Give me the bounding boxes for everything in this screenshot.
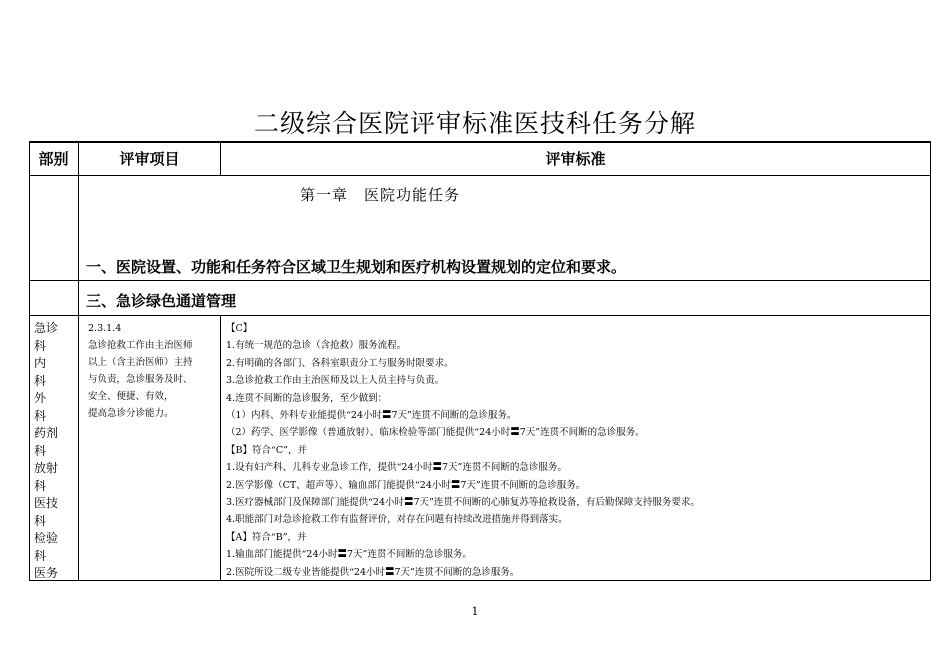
table-right-border: [930, 141, 931, 581]
standard-line: 【B】符合“C”，并: [226, 444, 307, 456]
review-item: [88, 320, 216, 422]
standard-line: 1.设有妇产科、儿科专业急诊工作，提供“24小时〓7天”连贯不间断的急诊服务。: [226, 462, 567, 474]
department-line: 放射: [34, 461, 59, 475]
header-review-standard: 评审标准: [545, 150, 606, 168]
column-divider-1: [78, 141, 79, 581]
review-standard: [226, 320, 926, 581]
standard-line: 1.输血部门能提供“24小时〓7天”连贯不间断的急诊服务。: [226, 549, 472, 561]
standard-line: （2）药学、医学影像（普通放射）、临床检验等部门能提供“24小时〓7天”连贯不间断的急诊服务。: [226, 427, 645, 439]
standard-line: 1.有统一规范的急诊（含抢救）服务流程。: [226, 340, 407, 352]
review-item-line: 急诊抢救工作由主治医师: [88, 340, 193, 351]
table-left-border: [29, 141, 30, 581]
review-item-line: 以上（含主治医师）主持: [88, 357, 193, 368]
section-row-border: [29, 315, 931, 316]
department-line: 科: [34, 338, 47, 353]
standard-line: 2.医学影像（CT、超声等）、输血部门能提供“24小时〓7天”连贯不间断的急诊服务。: [226, 479, 586, 491]
department-line: 科: [34, 513, 47, 528]
column-divider-2-body: [220, 315, 221, 581]
review-item-line: 与负责，急诊服务及时、: [88, 374, 193, 385]
header-bottom-border: [29, 175, 931, 176]
department-line: 急诊: [34, 321, 59, 335]
standard-line: （1）内科、外科专业能提供“24小时〓7天”连贯不间断的急诊服务。: [226, 410, 517, 422]
section-heading-2: 三、急诊绿色通道管理: [86, 292, 237, 310]
standard-line: 【C】: [226, 323, 253, 334]
standard-line: 2.医院所设二级专业皆能提供“24小时〓7天”连贯不间断的急诊服务。: [226, 566, 520, 578]
department-line: 医务: [34, 566, 59, 580]
chapter-title: 第一章 医院功能任务: [300, 186, 461, 204]
review-item-line: 安全、便捷、有效，: [88, 391, 174, 402]
department-line: 科: [34, 443, 47, 458]
standard-line: 【A】符合“B”，并: [226, 531, 307, 543]
page-number: 1: [471, 605, 479, 618]
department-list: [34, 320, 74, 583]
chapter-row-border: [29, 280, 931, 281]
department-line: 科: [34, 408, 47, 423]
header-review-item: 评审项目: [119, 150, 180, 168]
review-item-line: 2.3.1.4: [88, 323, 122, 334]
page-title: 二级综合医院评审标准医技科任务分解: [253, 109, 696, 138]
department-line: 医技: [34, 496, 59, 510]
department-line: 外: [34, 391, 47, 405]
department-line: 科: [34, 548, 47, 563]
department-line: 科: [34, 373, 47, 388]
section-heading-1: 一、医院设置、功能和任务符合区域卫生规划和医疗机构设置规划的定位和要求。: [86, 258, 627, 276]
department-line: 内: [34, 356, 47, 370]
department-line: 检验: [34, 531, 59, 545]
standard-line: 3.急诊抢救工作由主治医师及以上人员主持与负责。: [226, 375, 445, 387]
standard-line: 4.职能部门对急诊抢救工作有监督评价，对存在问题有持续改进措施并得到落实。: [226, 514, 568, 526]
department-line: 科: [34, 478, 47, 493]
review-item-line: 提高急诊分诊能力。: [88, 408, 174, 419]
department-line: 药剂: [34, 426, 59, 440]
standard-line: 4.连贯不间断的急诊服务，至少做到：: [226, 392, 388, 404]
standard-line: 3.医疗器械部门及保障部门能提供“24小时〓7天”连贯不间断的心肺复苏等抢救设备，有后勤保障支持服务要求。: [226, 497, 700, 509]
standard-line: 2.有明确的各部门、各科室职责分工与服务时限要求。: [226, 357, 454, 369]
header-department: 部别: [38, 150, 69, 168]
